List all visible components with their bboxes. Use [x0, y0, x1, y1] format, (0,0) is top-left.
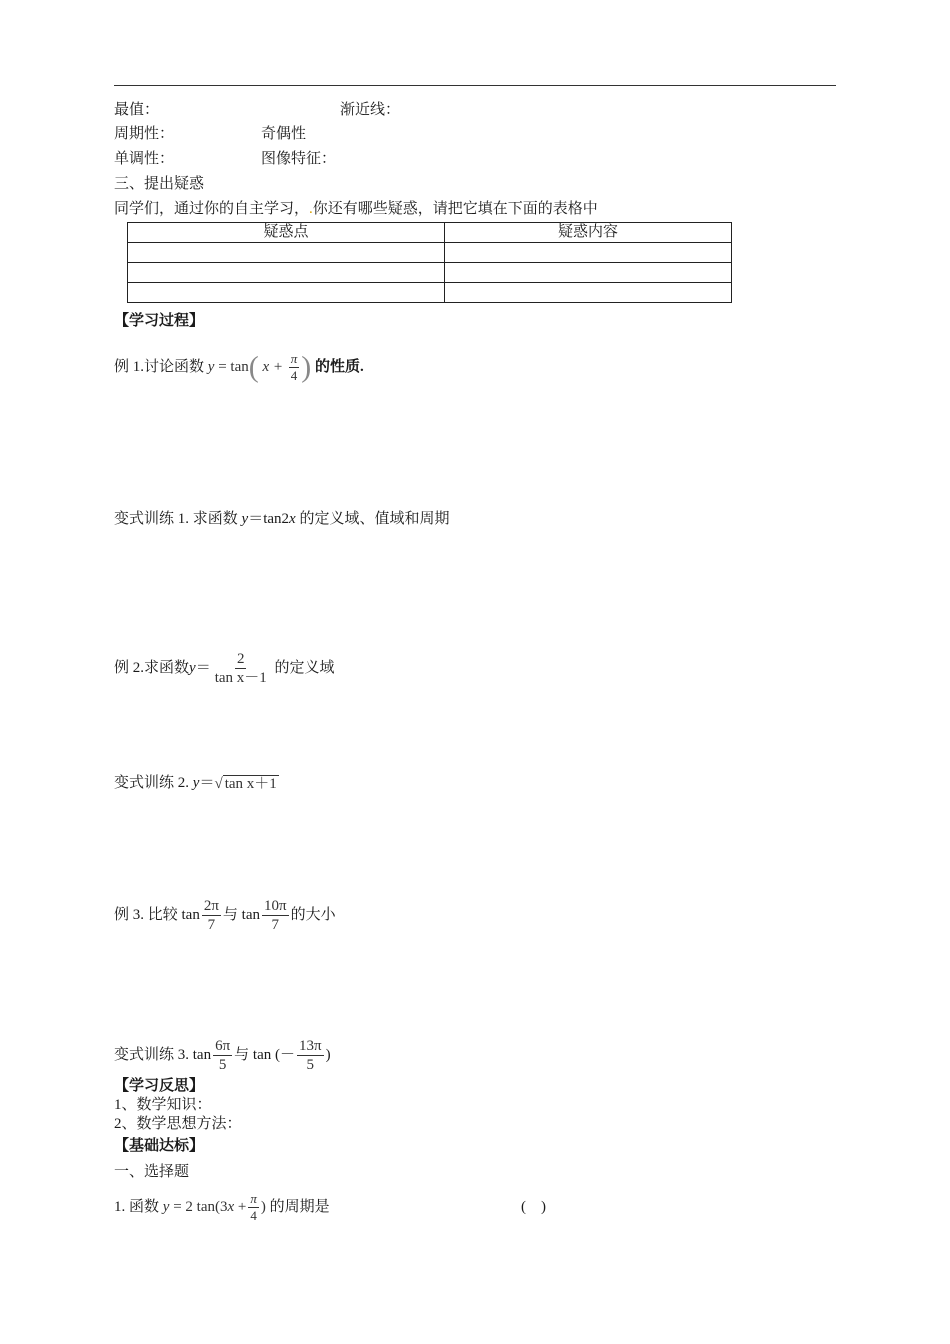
ex2-text-a: 例 2.求函数: [114, 660, 190, 676]
fraction-numerator: π: [290, 351, 298, 367]
intro-part-a: 同学们，通过你的自主学习，: [114, 201, 310, 217]
section-3-title: 三、提出疑惑: [114, 176, 205, 192]
var3-text-a: 变式训练 3. tan: [114, 1047, 212, 1063]
q1-y: y: [162, 1199, 170, 1215]
table-cell[interactable]: [445, 263, 732, 283]
section-3-intro: [114, 199, 598, 219]
radicand: tan x＋1: [224, 775, 277, 792]
variant-3: [114, 1032, 331, 1078]
ex2-y: y: [189, 660, 196, 676]
q1-x: x: [227, 1199, 235, 1215]
ex1-y: y: [207, 359, 215, 375]
answer-blank[interactable]: ( ): [521, 1199, 546, 1215]
table-header-cell: 疑惑内容: [445, 223, 732, 243]
var1-text-b: ＝tan2: [248, 511, 290, 527]
var3-fraction-2: [297, 1037, 324, 1074]
asymptote-label: 渐近线：: [340, 102, 401, 118]
reflection-title: 【学习反思】: [114, 1078, 205, 1094]
q1-text-a: 1. 函数: [114, 1199, 160, 1215]
ex3-text-a: 例 3. 比较 tan: [114, 907, 200, 923]
var2-y: y: [192, 775, 200, 791]
radical-sign-icon: √: [214, 775, 223, 792]
var1-x: x: [289, 511, 296, 527]
square-root: [214, 771, 278, 797]
example-1: [114, 344, 364, 390]
ex3-mid: 与 tan: [222, 907, 260, 923]
fraction-denominator: 5: [218, 1057, 227, 1074]
ex2-fraction: [213, 650, 269, 687]
intro-dot: .: [309, 201, 313, 217]
ex2-tail: 的定义域: [274, 660, 335, 676]
var1-text-a: 变式训练 1. 求函数: [114, 511, 238, 527]
fraction-denominator: 5: [306, 1057, 315, 1074]
q1-plus: +: [234, 1199, 247, 1215]
table-cell[interactable]: [128, 283, 445, 303]
ex2-eq: ＝: [195, 660, 211, 676]
var1-text-c: 的定义域、值域和周期: [299, 511, 450, 527]
pi-over-4-fraction: [248, 1191, 259, 1224]
var3-fraction-1: [213, 1037, 232, 1074]
ex1-eq-tan: = tan: [218, 359, 249, 375]
top-rule: [114, 85, 836, 86]
fraction-denominator: 7: [271, 917, 280, 934]
ex3-fraction-1: [202, 897, 221, 934]
reflection-item-2: 2、数学思想方法：: [114, 1116, 242, 1132]
monotonicity-label: 单调性：: [114, 151, 175, 167]
fraction-numerator: 2: [236, 651, 245, 668]
process-title: 【学习过程】: [114, 313, 205, 329]
intro-part-b: 你还有哪些疑惑，请把它填在下面的表格中: [312, 201, 598, 217]
fraction-numerator: 6π: [215, 1038, 231, 1055]
graph-feature-label: 图像特征：: [261, 151, 337, 167]
fraction-numerator: 13π: [298, 1038, 322, 1055]
var1-y: y: [241, 511, 249, 527]
basics-subtitle: 一、选择题: [114, 1164, 190, 1180]
ex1-label: 例 1.讨论函数: [114, 359, 205, 375]
doubt-table: [127, 222, 732, 303]
table-header-cell: 疑惑点: [128, 223, 445, 243]
fraction-denominator: 4: [250, 1208, 257, 1224]
ex1-tail: 的性质.: [315, 359, 364, 375]
variant-1: [114, 509, 449, 529]
q1-close-paren: ): [260, 1199, 266, 1215]
pi-over-4-fraction: [289, 351, 300, 384]
question-1: [114, 1186, 330, 1228]
table-cell[interactable]: [128, 263, 445, 283]
var2-eq: ＝: [199, 775, 215, 791]
table-cell[interactable]: [445, 283, 732, 303]
var3-mid: 与 tan (－: [234, 1047, 295, 1063]
fraction-denominator: 4: [290, 368, 298, 384]
ex3-tail: 的大小: [290, 907, 336, 923]
period-label: 周期性：: [114, 126, 175, 142]
parity-label: 奇偶性: [261, 126, 307, 142]
table-cell[interactable]: [445, 243, 732, 263]
ex3-fraction-2: [262, 897, 289, 934]
q1-tail: 的周期是: [269, 1199, 330, 1215]
table-row: [128, 243, 732, 263]
ex1-x-plus: x +: [262, 359, 284, 375]
variant-2: [114, 770, 279, 797]
basics-title: 【基础达标】: [114, 1138, 205, 1154]
q1-expr: = 2 tan(3: [173, 1199, 228, 1215]
fraction-numerator: π: [250, 1191, 257, 1207]
table-cell[interactable]: [128, 243, 445, 263]
table-row: [128, 283, 732, 303]
fraction-denominator: tan x－1: [214, 670, 267, 687]
table-header-row: [128, 223, 732, 243]
left-paren-icon: (: [248, 350, 259, 384]
right-paren-icon: ): [301, 350, 312, 384]
fraction-numerator: 2π: [203, 898, 219, 915]
example-3: [114, 892, 336, 938]
fraction-denominator: 7: [207, 917, 216, 934]
example-2: [114, 647, 335, 689]
max-value-label: 最值：: [114, 102, 160, 118]
var3-tail: ): [325, 1047, 331, 1063]
fraction-numerator: 10π: [263, 898, 287, 915]
table-row: [128, 263, 732, 283]
var2-text-a: 变式训练 2.: [114, 775, 190, 791]
reflection-item-1: 1、数学知识：: [114, 1097, 212, 1113]
